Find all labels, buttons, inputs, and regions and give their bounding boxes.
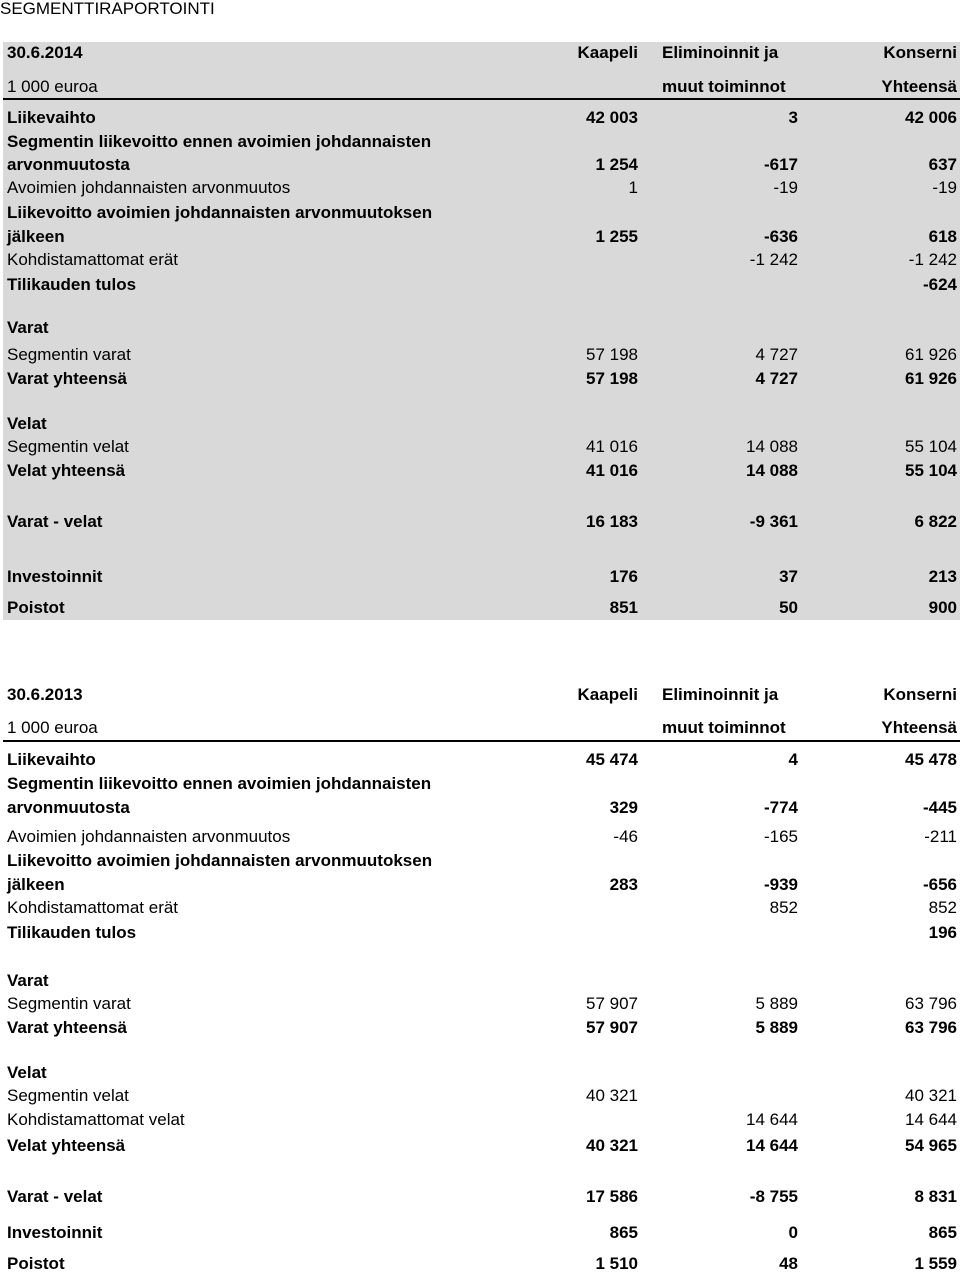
row-liikevoitto-jalkeen-line1 (3, 850, 960, 874)
value-kaapeli: 41 016 (586, 437, 638, 456)
row-poistot (3, 1253, 960, 1277)
col-header-eliminoinnit: Eliminoinnit ja (662, 685, 779, 704)
row-segmentin-velat (3, 1085, 960, 1109)
value-eliminoinnit: 14 644 (746, 1110, 798, 1129)
row-label: Segmentin liikevoitto ennen avoimien johdannaisten (7, 774, 432, 793)
value-konserni: 637 (928, 155, 957, 174)
value-eliminoinnit: -9 361 (749, 512, 798, 531)
value-kaapeli: 16 183 (586, 512, 638, 531)
value-eliminoinnit: -1 242 (749, 250, 798, 269)
value-eliminoinnit: -636 (763, 227, 798, 246)
row-label: Velat yhteensä (7, 461, 126, 480)
row-kohdistamattomat (3, 249, 960, 273)
value-konserni: 900 (928, 598, 957, 617)
row-liikevaihto (3, 749, 960, 773)
header-rule (3, 98, 960, 100)
value-eliminoinnit: 14 088 (746, 437, 798, 456)
value-eliminoinnit: 4 727 (755, 345, 798, 364)
value-eliminoinnit: 48 (779, 1254, 798, 1273)
value-eliminoinnit: 37 (779, 567, 798, 586)
value-konserni: 1 559 (914, 1254, 957, 1273)
section-heading: Varat (7, 971, 49, 990)
row-seg-liikevoitto (3, 154, 960, 178)
segment-table-2014 (3, 42, 960, 620)
value-kaapeli: 1 255 (595, 227, 638, 246)
col-header-konserni: Konserni (883, 685, 957, 704)
row-seg-liikevoitto-line1 (3, 773, 960, 797)
value-kaapeli: 1 510 (595, 1254, 638, 1273)
value-konserni: -445 (922, 798, 957, 817)
row-velat-header (3, 413, 960, 437)
row-varat-yhteensa (3, 1017, 960, 1041)
col-header-kaapeli: Kaapeli (577, 43, 638, 62)
row-liikevoitto-jalkeen-line1 (3, 202, 960, 226)
value-kaapeli: 283 (609, 875, 638, 894)
row-tilikauden-tulos (3, 922, 960, 946)
unit-label: 1 000 euroa (7, 77, 98, 96)
row-label: arvonmuutosta (7, 155, 130, 174)
value-konserni: 42 006 (905, 108, 957, 127)
row-label: Varat yhteensä (7, 1018, 128, 1037)
row-segmentin-varat (3, 993, 960, 1017)
value-eliminoinnit: 5 889 (755, 1018, 798, 1037)
row-label: Investoinnit (7, 567, 103, 586)
col-header-konserni: Konserni (883, 43, 957, 62)
row-label: Segmentin varat (7, 994, 131, 1013)
row-label: Poistot (7, 598, 65, 617)
row-label: Liikevaihto (7, 108, 96, 127)
col-header-yhteensa: Yhteensä (881, 77, 957, 96)
row-velat-yhteensa (3, 1135, 960, 1159)
row-varat-velat (3, 511, 960, 535)
section-heading: Velat (7, 1063, 47, 1082)
value-eliminoinnit: 3 (788, 108, 798, 127)
value-eliminoinnit: 4 (788, 750, 798, 769)
value-konserni: 196 (928, 923, 957, 942)
row-label: Varat - velat (7, 512, 103, 531)
row-velat-yhteensa (3, 460, 960, 484)
section-heading: Varat (7, 318, 49, 337)
value-konserni: 865 (928, 1223, 957, 1242)
value-eliminoinnit: 50 (779, 598, 798, 617)
table-date: 30.6.2014 (7, 43, 83, 62)
value-kaapeli: 40 321 (586, 1086, 638, 1105)
value-konserni: -211 (924, 827, 957, 846)
value-kaapeli: 40 321 (586, 1136, 638, 1155)
value-kaapeli: 57 907 (586, 994, 638, 1013)
row-seg-liikevoitto (3, 797, 960, 821)
header-row-2 (3, 717, 960, 741)
value-eliminoinnit: 5 889 (755, 994, 798, 1013)
value-eliminoinnit: -19 (773, 178, 798, 197)
value-konserni: 63 796 (905, 1018, 957, 1037)
value-kaapeli: 57 198 (586, 369, 638, 388)
value-eliminoinnit: -8 755 (749, 1187, 798, 1206)
value-kaapeli: 17 586 (586, 1187, 638, 1206)
row-label: Kohdistamattomat erät (7, 250, 179, 269)
row-velat-header (3, 1062, 960, 1086)
value-kaapeli: 45 474 (586, 750, 638, 769)
row-label: Segmentin liikevoitto ennen avoimien johdannaisten (7, 132, 432, 151)
value-konserni: 63 796 (905, 994, 957, 1013)
value-konserni: 61 926 (905, 369, 957, 388)
row-label: Varat - velat (7, 1187, 103, 1206)
value-eliminoinnit: -774 (763, 798, 798, 817)
value-kaapeli: 41 016 (586, 461, 638, 480)
row-segmentin-varat (3, 344, 960, 368)
row-label: jälkeen (7, 875, 65, 894)
value-eliminoinnit: -617 (763, 155, 798, 174)
row-varat-yhteensa (3, 368, 960, 392)
row-label: Avoimien johdannaisten arvonmuutos (7, 178, 291, 197)
col-header-muut-toiminnot: muut toiminnot (662, 718, 786, 737)
row-liikevoitto-jalkeen (3, 874, 960, 898)
row-label: Segmentin varat (7, 345, 131, 364)
value-eliminoinnit: 14 644 (746, 1136, 798, 1155)
header-rule (3, 740, 960, 742)
value-kaapeli: 329 (609, 798, 638, 817)
value-eliminoinnit: 0 (788, 1223, 798, 1242)
row-label: Tilikauden tulos (7, 275, 137, 294)
value-konserni: 40 321 (905, 1086, 957, 1105)
value-konserni: 852 (928, 898, 957, 917)
segment-table-2013 (3, 680, 960, 1279)
value-kaapeli: 42 003 (586, 108, 638, 127)
row-label: Tilikauden tulos (7, 923, 137, 942)
document-title: SEGMENTTIRAPORTOINTI (0, 0, 215, 18)
col-header-kaapeli: Kaapeli (577, 685, 638, 704)
value-eliminoinnit: 14 088 (746, 461, 798, 480)
row-investoinnit (3, 1222, 960, 1246)
value-eliminoinnit: 852 (769, 898, 798, 917)
row-label: jälkeen (7, 227, 65, 246)
row-seg-liikevoitto-line1 (3, 131, 960, 155)
header-row-1 (3, 684, 960, 708)
value-kaapeli: 176 (609, 567, 638, 586)
row-liikevaihto (3, 107, 960, 131)
value-konserni: 6 822 (914, 512, 957, 531)
row-kohdistamattomat-velat (3, 1109, 960, 1133)
row-label: Kohdistamattomat erät (7, 898, 179, 917)
value-konserni: -1 242 (908, 250, 957, 269)
row-kohdistamattomat (3, 897, 960, 921)
value-kaapeli: 1 254 (595, 155, 638, 174)
value-kaapeli: -46 (613, 827, 638, 846)
value-kaapeli: 57 907 (586, 1018, 638, 1037)
row-label: arvonmuutosta (7, 798, 130, 817)
row-varat-header (3, 970, 960, 994)
row-varat-velat (3, 1186, 960, 1210)
section-heading: Velat (7, 414, 47, 433)
value-eliminoinnit: -165 (763, 827, 798, 846)
row-investoinnit (3, 566, 960, 590)
value-konserni: 61 926 (905, 345, 957, 364)
row-label: Segmentin velat (7, 1086, 129, 1105)
value-konserni: 213 (928, 567, 957, 586)
row-tilikauden-tulos (3, 274, 960, 298)
row-label: Poistot (7, 1254, 65, 1273)
row-label: Liikevoitto avoimien johdannaisten arvonmuutoksen (7, 851, 433, 870)
col-header-eliminoinnit: Eliminoinnit ja (662, 43, 779, 62)
value-konserni: -624 (922, 275, 957, 294)
header-row-1 (3, 42, 960, 66)
row-avoimien (3, 177, 960, 201)
value-konserni: 55 104 (905, 461, 957, 480)
row-label: Avoimien johdannaisten arvonmuutos (7, 827, 291, 846)
value-kaapeli: 1 (628, 178, 638, 197)
value-eliminoinnit: 4 727 (755, 369, 798, 388)
row-label: Varat yhteensä (7, 369, 128, 388)
row-label: Liikevaihto (7, 750, 96, 769)
col-header-yhteensa: Yhteensä (881, 718, 957, 737)
value-kaapeli: 851 (609, 598, 638, 617)
row-poistot (3, 597, 960, 621)
row-label: Velat yhteensä (7, 1136, 126, 1155)
value-konserni: -19 (932, 178, 957, 197)
value-eliminoinnit: -939 (763, 875, 798, 894)
value-konserni: 55 104 (905, 437, 957, 456)
value-konserni: 618 (928, 227, 957, 246)
value-kaapeli: 865 (609, 1223, 638, 1242)
col-header-muut-toiminnot: muut toiminnot (662, 77, 786, 96)
value-konserni: 14 644 (905, 1110, 957, 1129)
row-label: Segmentin velat (7, 437, 129, 456)
row-varat-header (3, 317, 960, 341)
value-kaapeli: 57 198 (586, 345, 638, 364)
unit-label: 1 000 euroa (7, 718, 98, 737)
row-label: Kohdistamattomat velat (7, 1110, 185, 1129)
row-label: Liikevoitto avoimien johdannaisten arvonmuutoksen (7, 203, 433, 222)
table-date: 30.6.2013 (7, 685, 83, 704)
value-konserni: 45 478 (905, 750, 957, 769)
row-avoimien (3, 826, 960, 850)
row-liikevoitto-jalkeen (3, 226, 960, 250)
header-row-2 (3, 76, 960, 100)
value-konserni: 8 831 (914, 1187, 957, 1206)
value-konserni: -656 (922, 875, 957, 894)
value-konserni: 54 965 (905, 1136, 957, 1155)
row-segmentin-velat (3, 436, 960, 460)
row-label: Investoinnit (7, 1223, 103, 1242)
